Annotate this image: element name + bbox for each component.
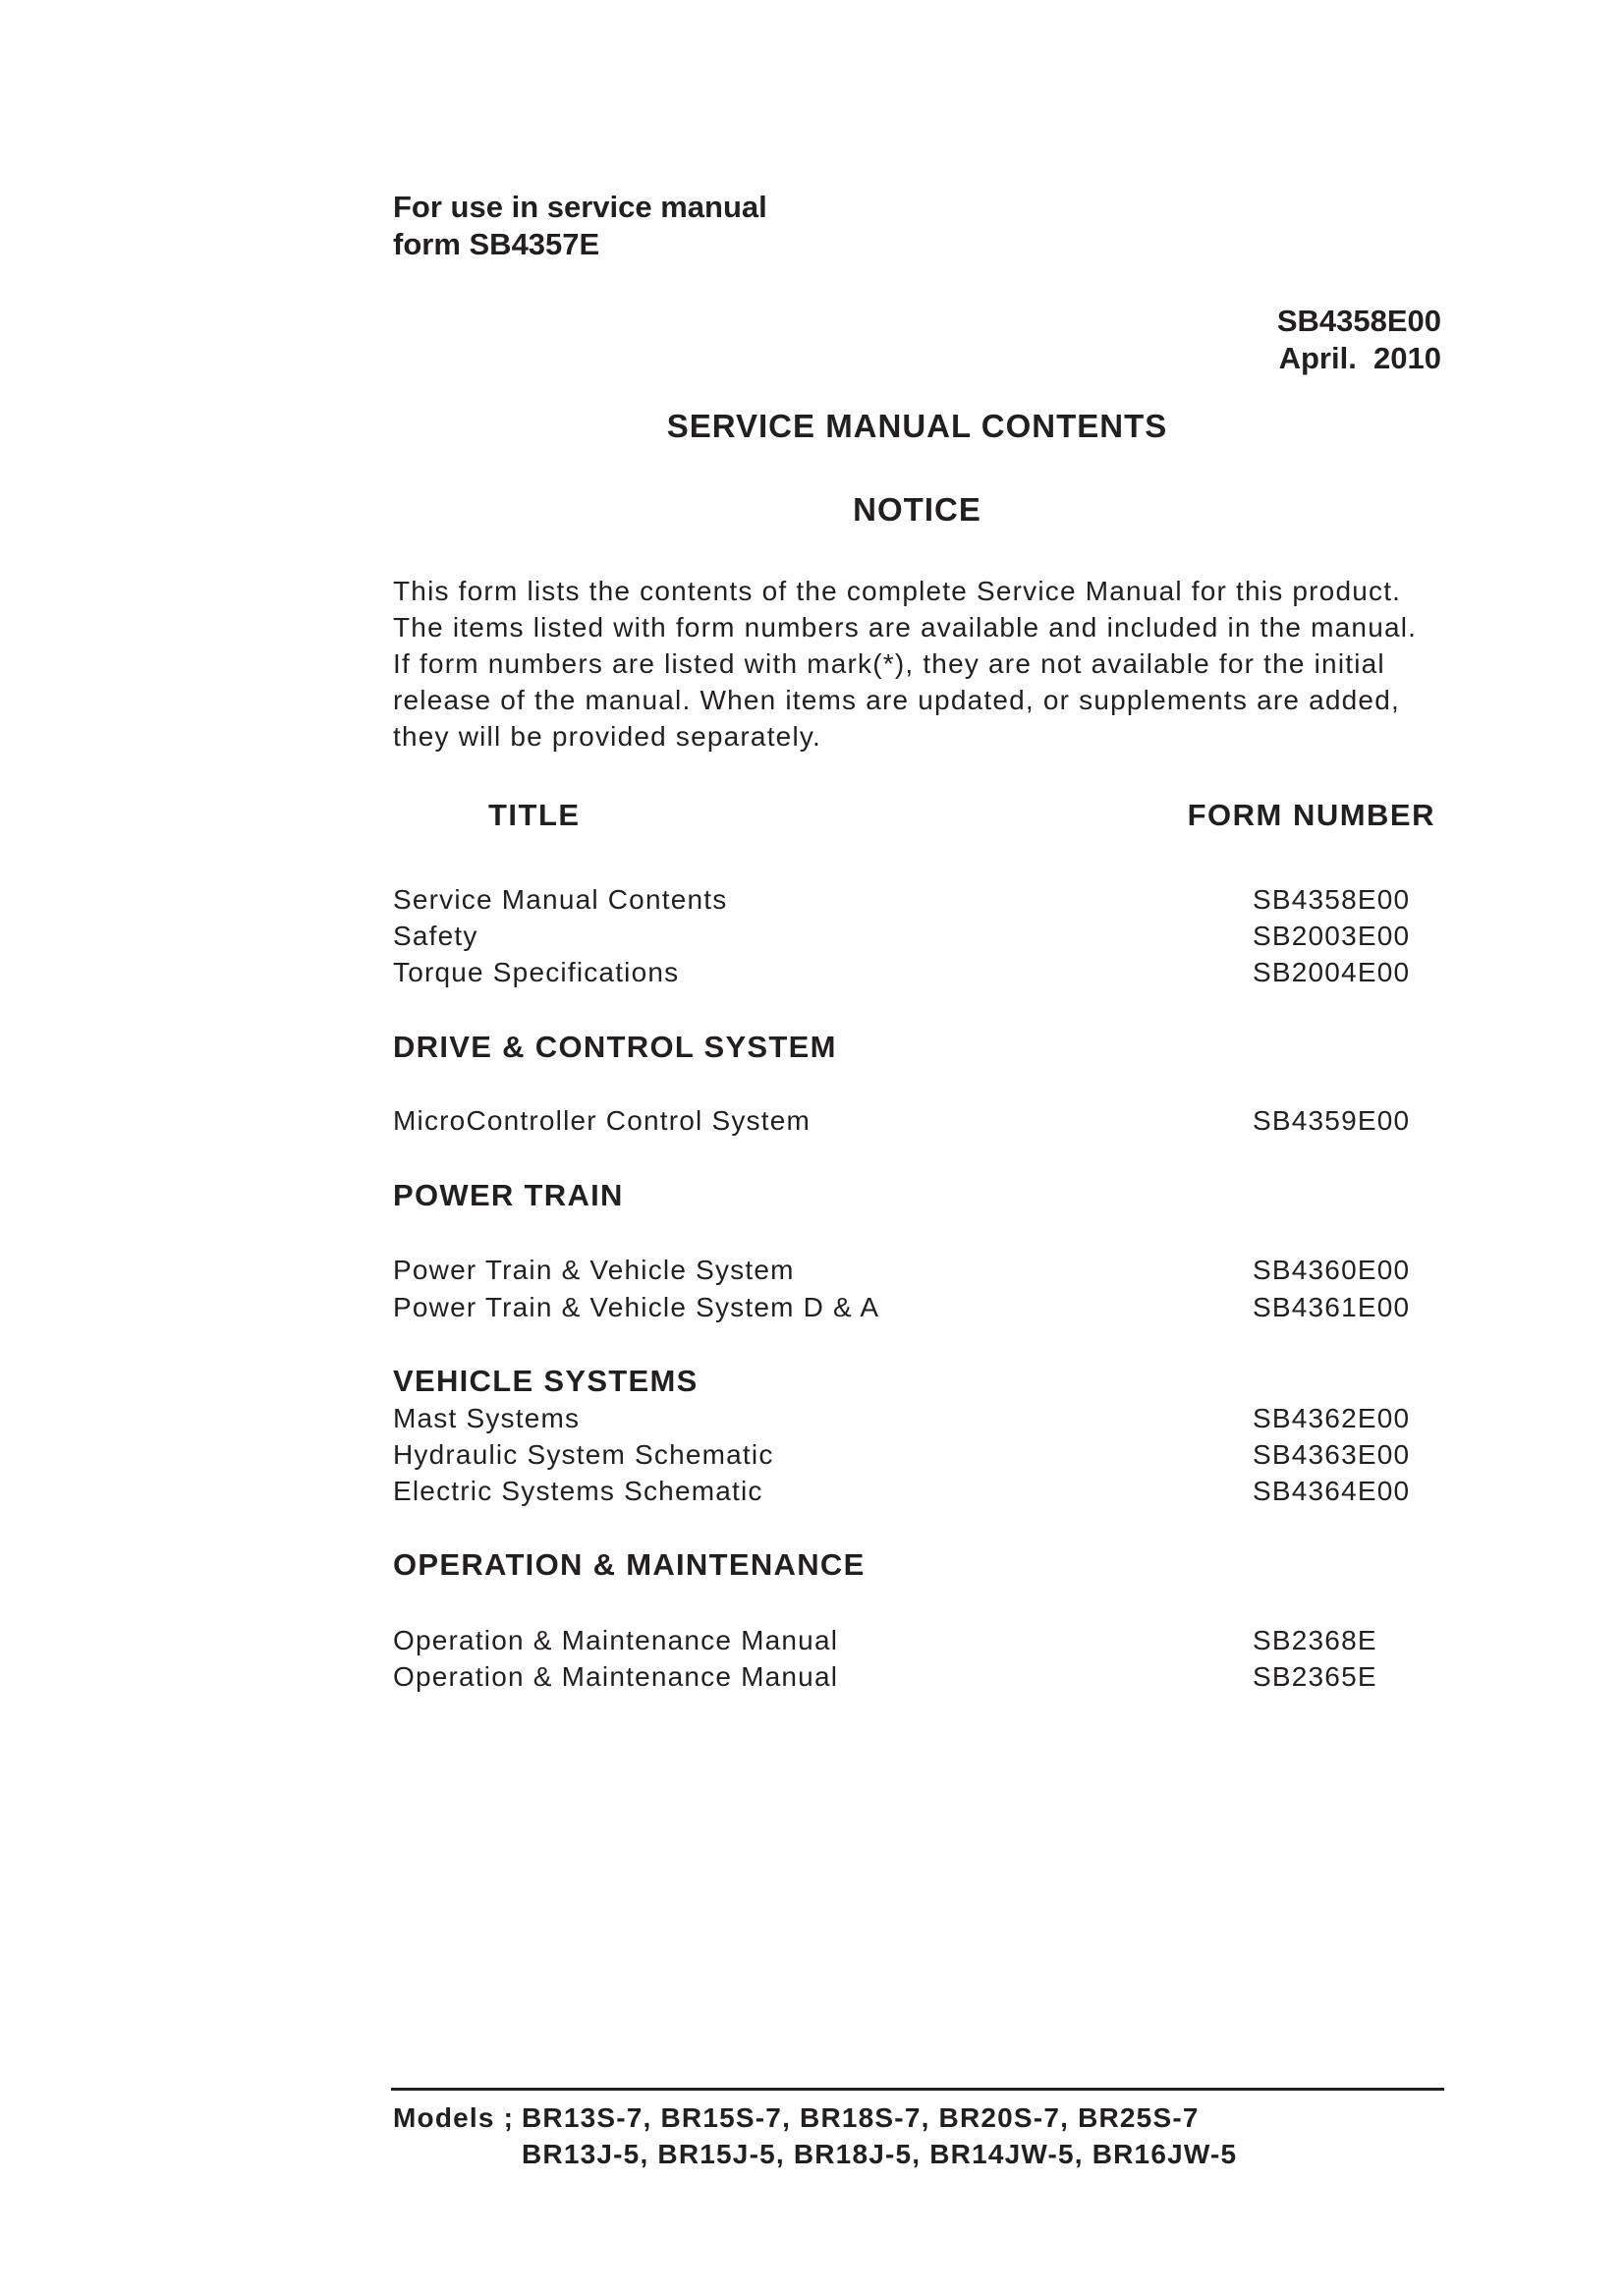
- contents-row: [393, 884, 1410, 921]
- contents-row: [393, 1661, 1410, 1698]
- contents-row: [393, 1292, 1410, 1328]
- item-title: Hydraulic System Schematic: [393, 1439, 774, 1470]
- item-title: Operation & Maintenance Manual: [393, 1661, 839, 1692]
- notice-body: [393, 573, 1434, 755]
- notice-heading: NOTICE: [853, 491, 981, 528]
- item-title: Power Train & Vehicle System D & A: [393, 1292, 880, 1322]
- item-form-number: SB2004E00: [1253, 957, 1411, 987]
- notice-line: If form numbers are listed with mark(*), they are not available for the initial: [393, 648, 1385, 679]
- item-form-number: SB4359E00: [1253, 1105, 1411, 1136]
- notice-line: This form lists the contents of the complete Service Manual for this product.: [393, 576, 1402, 606]
- item-form-number: SB4358E00: [1253, 884, 1411, 915]
- column-header-form-number: FORM NUMBER: [1187, 798, 1435, 832]
- contents-row: [393, 1255, 1410, 1291]
- item-form-number: SB4364E00: [1253, 1476, 1411, 1506]
- contents-row: [393, 1439, 1410, 1476]
- form-id-block: [1277, 303, 1441, 377]
- item-title: Safety: [393, 921, 478, 951]
- column-header-title: TITLE: [488, 798, 581, 832]
- item-title: MicroController Control System: [393, 1105, 811, 1136]
- item-form-number: SB2368E: [1253, 1625, 1377, 1655]
- item-form-number: SB4361E00: [1253, 1292, 1411, 1322]
- item-form-number: SB2365E: [1253, 1661, 1377, 1692]
- item-title: Service Manual Contents: [393, 884, 728, 915]
- section-heading-power-train: POWER TRAIN: [393, 1178, 624, 1212]
- notice-line: they will be provided separately.: [393, 721, 821, 752]
- item-title: Operation & Maintenance Manual: [393, 1625, 839, 1655]
- contents-row: [393, 1625, 1410, 1661]
- contents-row: [393, 1403, 1410, 1439]
- item-title: Mast Systems: [393, 1403, 581, 1433]
- item-form-number: SB4360E00: [1253, 1255, 1411, 1285]
- contents-row: [393, 957, 1410, 993]
- item-form-number: SB4362E00: [1253, 1403, 1411, 1433]
- models-line-1: BR13S-7, BR15S-7, BR18S-7, BR20S-7, BR25S-7: [522, 2102, 1200, 2133]
- models-label: Models ;: [393, 2102, 515, 2133]
- footer-divider: [391, 2088, 1444, 2091]
- section-heading-operation-maintenance: OPERATION & MAINTENANCE: [393, 1547, 866, 1582]
- notice-line: release of the manual. When items are updated, or supplements are added,: [393, 685, 1400, 715]
- page-title: SERVICE MANUAL CONTENTS: [666, 408, 1168, 444]
- use-line-2: form SB4357E: [393, 227, 600, 261]
- notice-line: The items listed with form numbers are available and included in the manual.: [393, 612, 1418, 643]
- item-title: Electric Systems Schematic: [393, 1476, 763, 1506]
- item-title: Torque Specifications: [393, 957, 680, 987]
- contents-row: [393, 921, 1410, 957]
- item-form-number: SB4363E00: [1253, 1439, 1411, 1470]
- item-form-number: SB2003E00: [1253, 921, 1411, 951]
- use-line-1: For use in service manual: [393, 190, 767, 224]
- contents-row: [393, 1476, 1410, 1512]
- issue-date: April. 2010: [1278, 341, 1441, 375]
- section-heading-vehicle-systems: VEHICLE SYSTEMS: [393, 1364, 699, 1398]
- item-title: Power Train & Vehicle System: [393, 1255, 795, 1285]
- section-heading-drive-control: DRIVE & CONTROL SYSTEM: [393, 1030, 837, 1064]
- contents-row: [393, 1105, 1410, 1142]
- models-line-2: BR13J-5, BR15J-5, BR18J-5, BR14JW-5, BR16JW-5: [522, 2139, 1238, 2169]
- models-list: [393, 2099, 1237, 2172]
- service-manual-reference: [393, 189, 767, 263]
- form-number: SB4358E00: [1276, 304, 1441, 338]
